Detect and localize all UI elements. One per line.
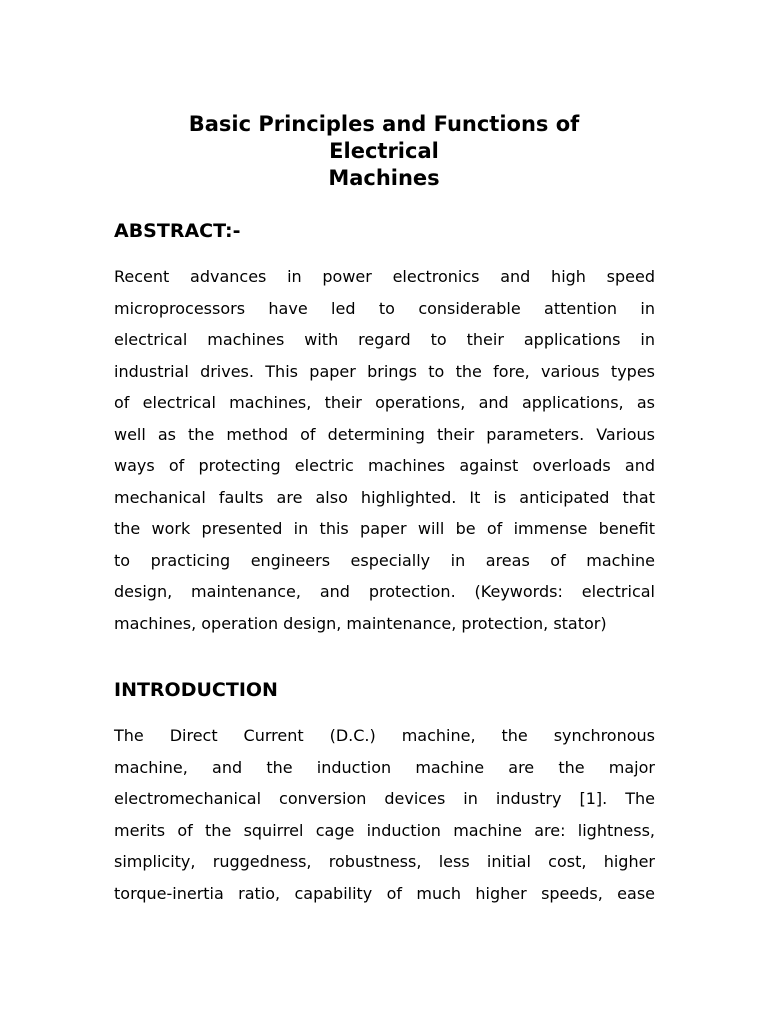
abstract-line: to practicing engineers especially in areas of machine — [114, 550, 655, 570]
abstract-line: mechanical faults are also highlighted. It is anticipated that — [114, 487, 655, 507]
introduction-line: merits of the squirrel cage induction machine are: lightness, — [114, 820, 655, 840]
abstract-line: the work presented in this paper will be of immense benefit — [114, 519, 655, 538]
abstract-line: design, maintenance, and protection. (Keywords: electrical — [114, 582, 655, 601]
abstract-line: ways of protecting electric machines against overloads and — [114, 456, 655, 475]
abstract-line: well as the method of determining their parameters. Various — [114, 424, 655, 444]
title-line-1: Basic Principles and Functions of — [188, 112, 580, 136]
title-line-2: Electrical — [329, 139, 439, 163]
abstract-line: microprocessors have led to considerable attention in — [114, 298, 655, 318]
abstract-paragraph — [114, 261, 655, 639]
abstract-heading: ABSTRACT:- — [114, 220, 241, 242]
introduction-line: electromechanical conversion devices in industry [1]. The — [114, 789, 655, 808]
abstract-line: Recent advances in power electronics and high speed — [114, 267, 655, 286]
abstract-line: electrical machines with regard to their applications in — [114, 330, 655, 349]
introduction-line: torque-inertia ratio, capability of much higher speeds, ease — [114, 883, 655, 903]
title-line-3: Machines — [328, 166, 440, 190]
abstract-line: machines, operation design, maintenance, protection, stator) — [114, 613, 607, 633]
abstract-line: of electrical machines, their operations, and applications, as — [114, 393, 655, 412]
introduction-line: simplicity, ruggedness, robustness, less initial cost, higher — [114, 852, 655, 871]
introduction-line: The Direct Current (D.C.) machine, the synchronous — [114, 726, 655, 745]
introduction-line: machine, and the induction machine are the major — [114, 757, 655, 777]
introduction-paragraph — [114, 720, 655, 909]
document-title — [114, 111, 654, 192]
introduction-heading: INTRODUCTION — [114, 679, 278, 701]
abstract-line: industrial drives. This paper brings to the fore, various types — [114, 361, 655, 381]
